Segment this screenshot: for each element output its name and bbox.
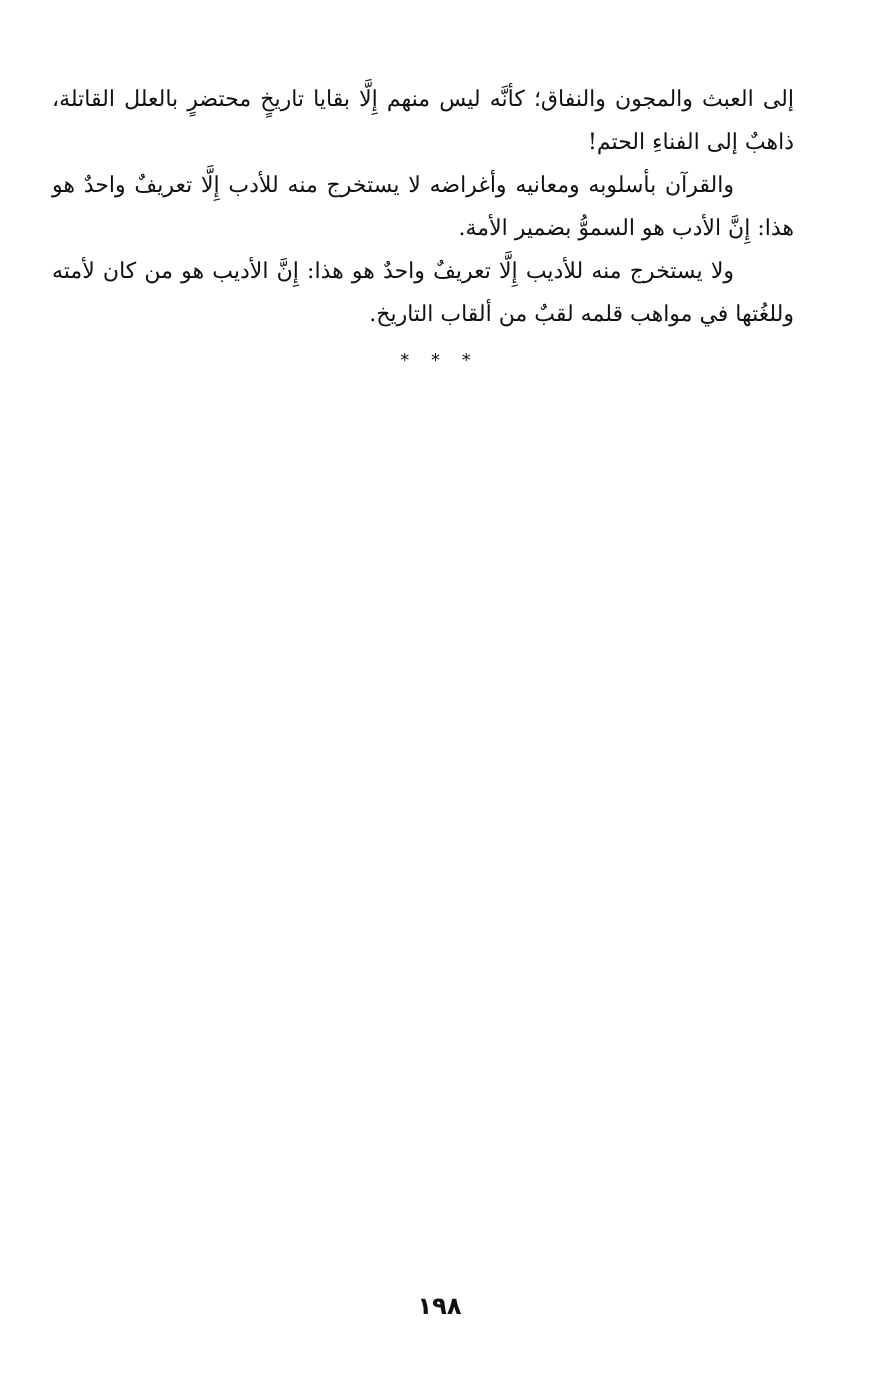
paragraph-3: ولا يستخرج منه للأديب إِلَّا تعريفٌ واحدٌ هو هذا: إِنَّ الأديب هو من كان لأمته وللغُتها في مواهب قلمه لقبٌ من ألقاب التاريخ. xyxy=(52,259,794,327)
paragraph-2: والقرآن بأسلوبه ومعانيه وأغراضه لا يستخرج منه للأدب إِلَّا تعريفٌ واحدٌ هو هذا: إِنَّ الأدب هو السموُّ بضمير الأمة. xyxy=(52,173,794,241)
page-number: ١٩٨ xyxy=(417,1292,462,1320)
body-text xyxy=(52,78,794,336)
paragraph-1: إلى العبث والمجون والنفاق؛ كأنَّه ليس منهم إِلَّا بقايا تاريخٍ محتضرٍ بالعلل القاتلة، ذاهبٌ إلى الفناءِ الحتم! xyxy=(52,87,794,155)
section-separator: * * * xyxy=(400,350,479,371)
